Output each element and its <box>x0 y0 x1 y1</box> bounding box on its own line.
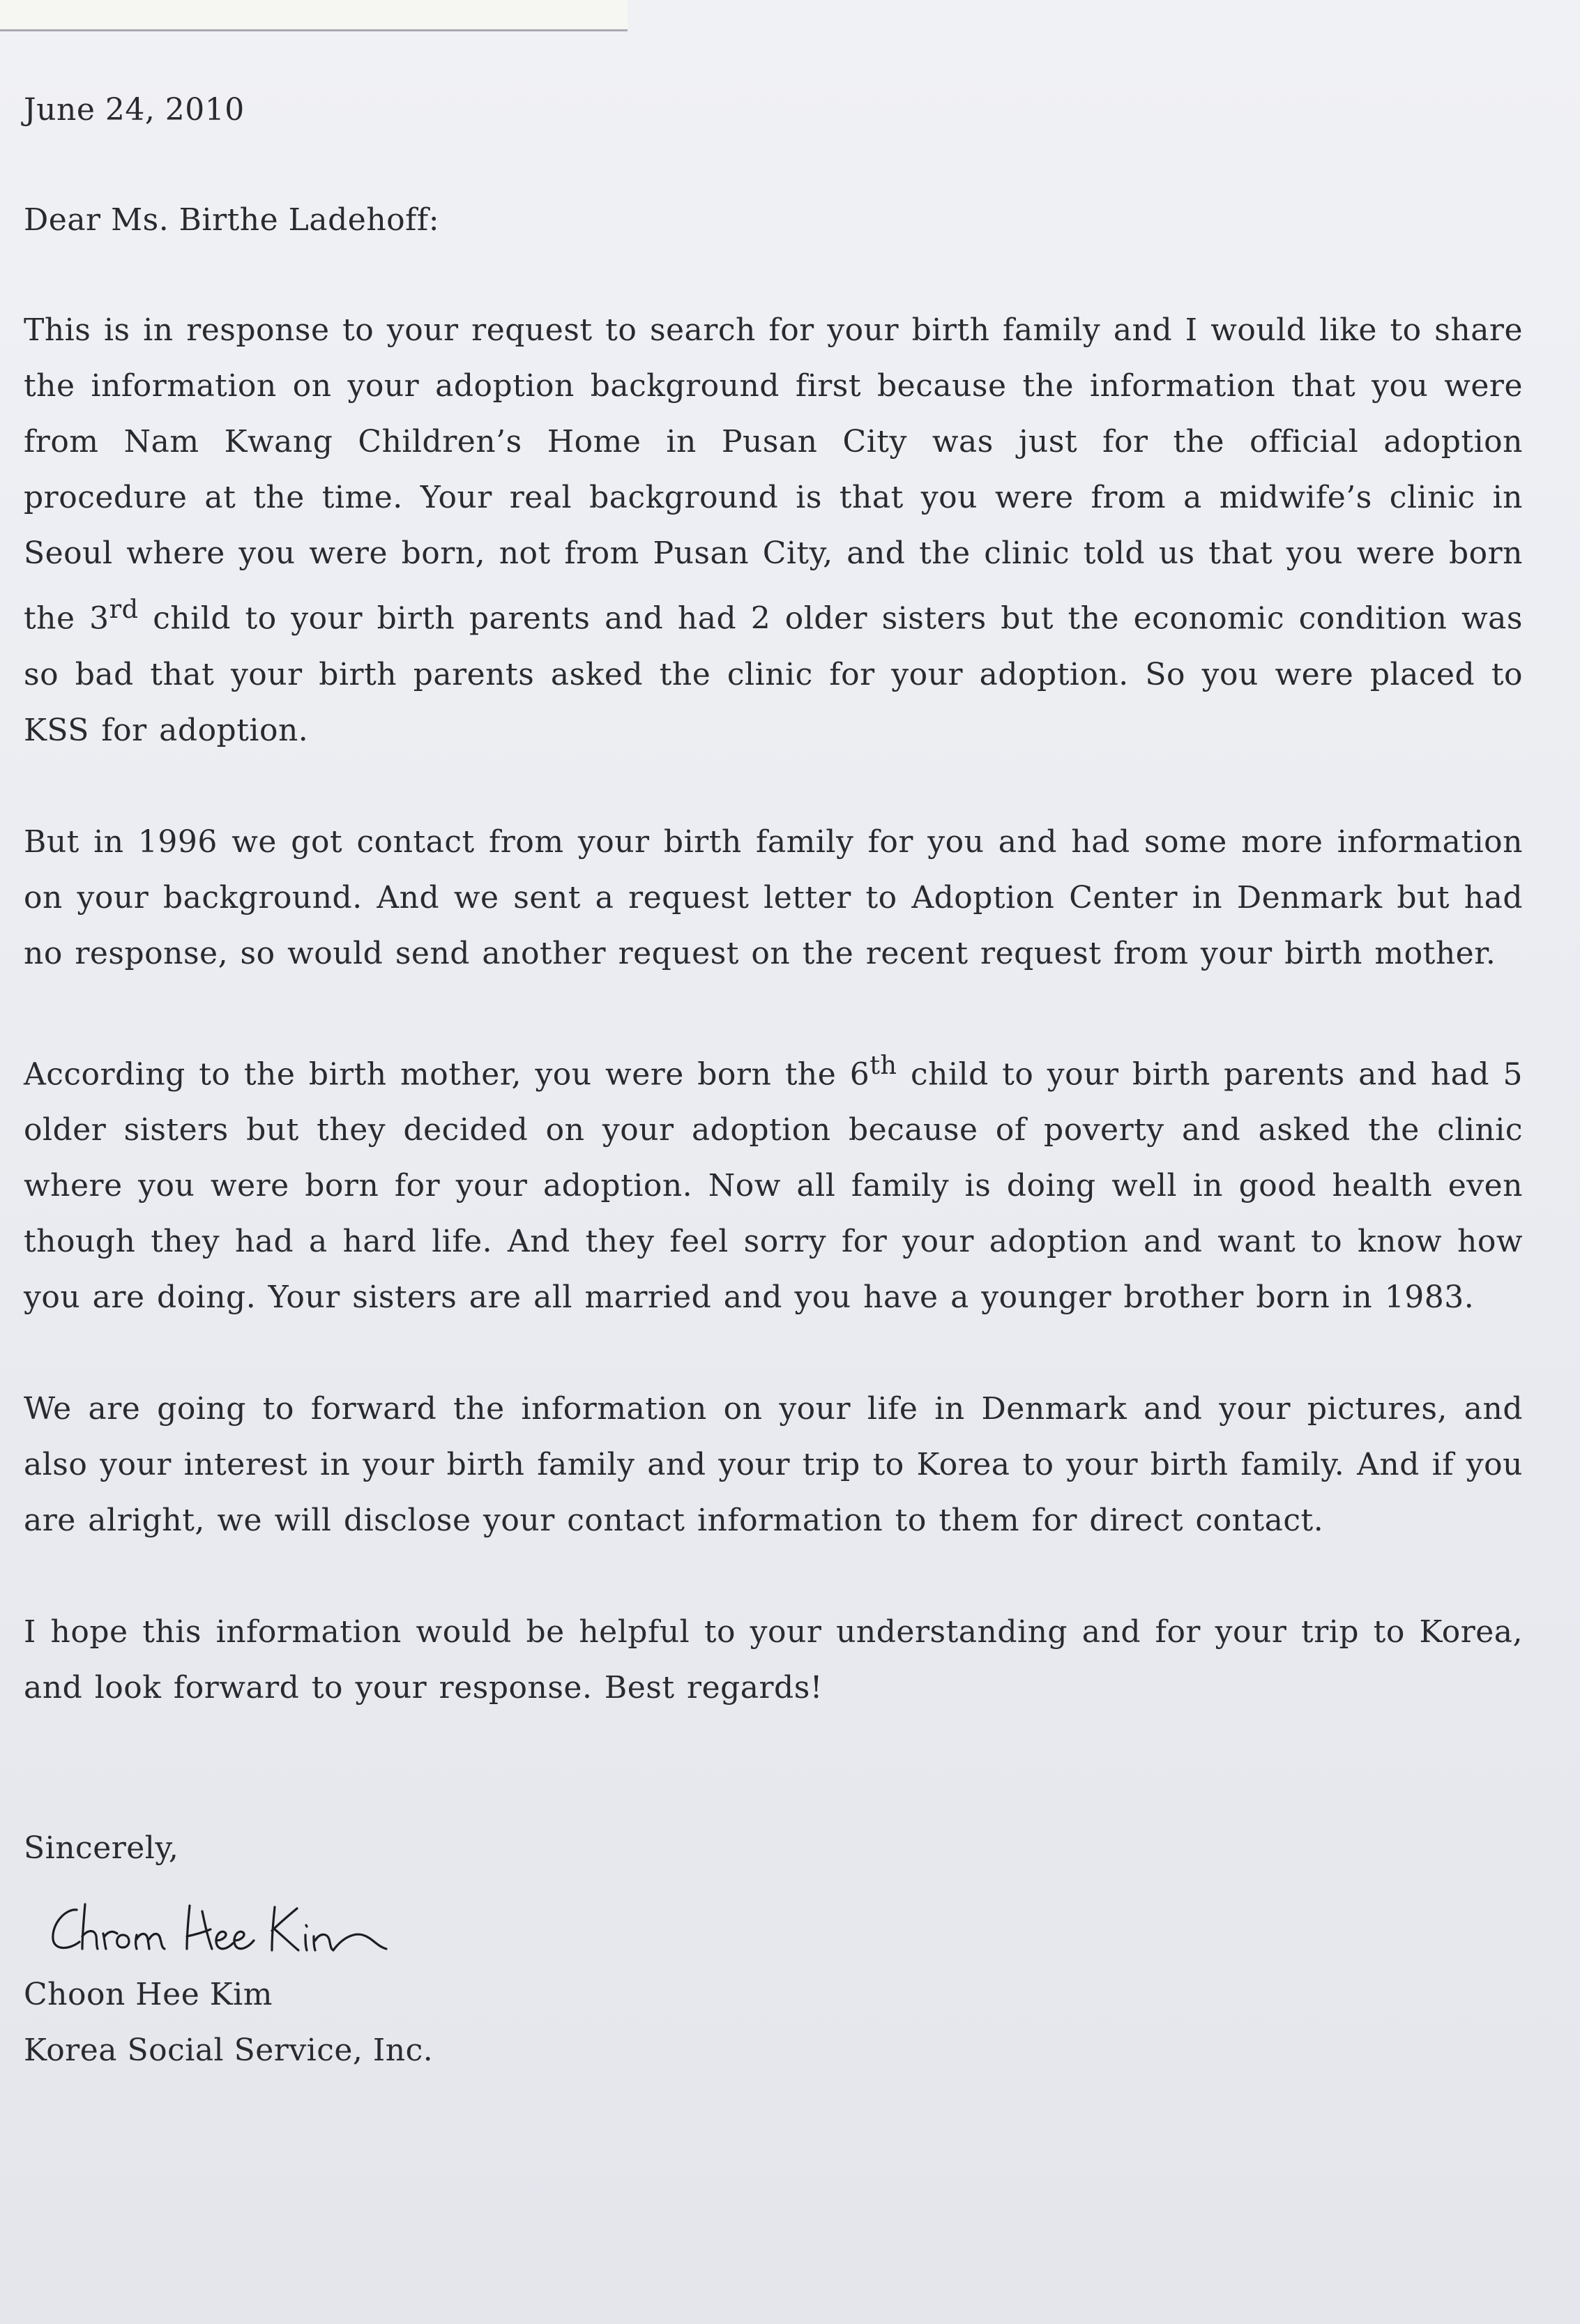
handwritten-signature <box>45 1890 407 1967</box>
ordinal-suffix: th <box>869 1049 897 1080</box>
paragraph-5 <box>24 1604 1523 1716</box>
letter-closing-block <box>24 1821 1523 2079</box>
ordinal-suffix: rd <box>109 594 139 624</box>
paragraph-1-text-a: This is in response to your request to search for your birth family and I would like to share the information on your adoption background first because the information that you were from Nam Kwang Children’s Home in Pusan City was just for the official adoption procedure at the time. Your real background is that you were from a midwife’s clinic in Seoul where you were born, not from Pusan City, and the clinic told us that you were born the 3 <box>24 312 1523 637</box>
paragraph-4 <box>24 1381 1523 1549</box>
paragraph-2 <box>24 814 1523 982</box>
letter-salutation: Dear Ms. Birthe Ladehoff: <box>24 202 440 238</box>
paragraph-3-text-a: According to the birth mother, you were born the 6 <box>24 1056 870 1093</box>
signer-organization: Korea Social Service, Inc. <box>24 2033 434 2069</box>
paper-top-edge <box>0 0 628 31</box>
closing-phrase: Sincerely, <box>24 1830 179 1867</box>
paragraph-2-text: But in 1996 we got contact from your birth family for you and had some more information on your background. And we sent a request letter to Adoption Center in Denmark but had no response, so would send another request on the recent request from your birth mother. <box>24 823 1523 971</box>
letter-date: June 24, 2010 <box>24 92 245 128</box>
paragraph-1 <box>24 303 1523 759</box>
paragraph-5-text: I hope this information would be helpful to your understanding and for your trip to Korea, and look forward to your response. Best regards! <box>24 1614 1523 1706</box>
signer-name: Choon Hee Kim <box>24 1977 273 2013</box>
paragraph-1-text-b: child to your birth parents and had 2 older sisters but the economic condition was so bad that your birth parents asked the clinic for your adoption. So you were placed to KSS for adoption. <box>24 600 1523 748</box>
paragraph-3-text-b: child to your birth parents and had 5 older sisters but they decided on your adoption because of poverty and asked the clinic where you were born for your adoption. Now all family is doing well in good health even though they had a hard life. And they feel sorry for your adoption and want to know how you are doing. Your sisters are all married and you have a younger brother born in 1983. <box>24 1056 1523 1316</box>
letter-body <box>24 82 1523 2079</box>
paragraph-4-text: We are going to forward the information on your life in Denmark and your pictures, and also your interest in your birth family and your trip to Korea to your birth family. And if you are alright, we will disclose your contact information to them for direct contact. <box>24 1391 1523 1539</box>
paragraph-3 <box>24 1038 1523 1326</box>
